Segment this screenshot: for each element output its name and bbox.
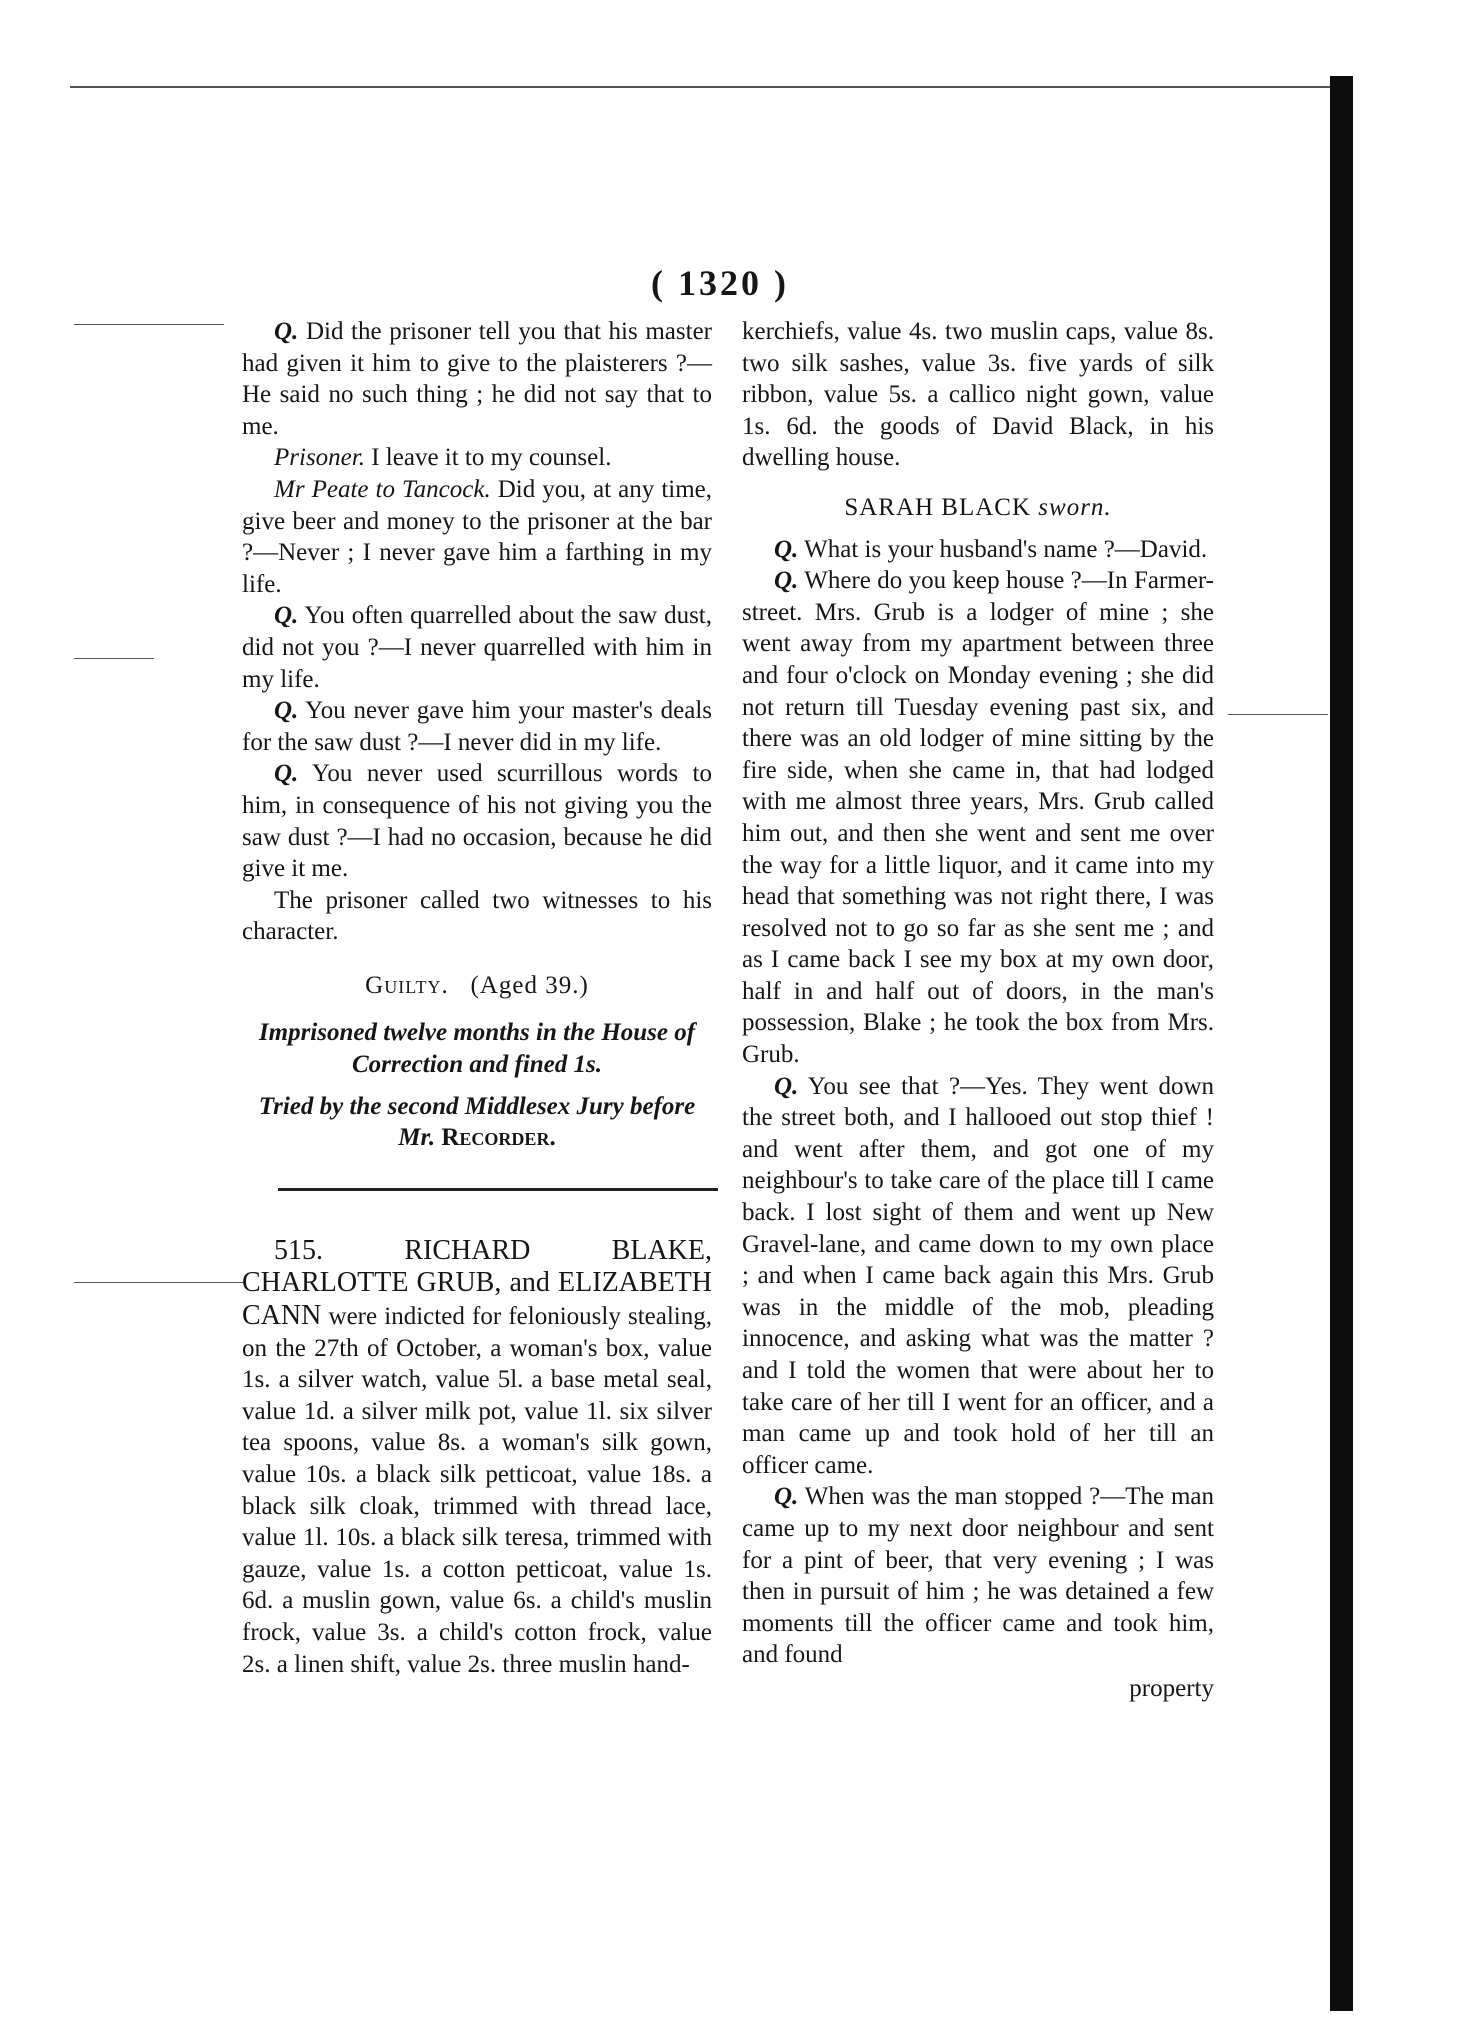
paragraph-text: You never gave him your master's deals for the saw dust ?—I never did in my life. xyxy=(242,697,712,756)
paragraph-question xyxy=(742,565,1214,1071)
question-marker: Q. xyxy=(774,1072,799,1100)
verdict: Guilty. xyxy=(365,971,449,999)
scan-line-left-3 xyxy=(74,1282,244,1283)
scan-line-top xyxy=(70,86,1330,88)
paragraph-question xyxy=(742,1481,1214,1671)
scan-line-left-2 xyxy=(74,658,154,659)
paragraph-question xyxy=(742,1071,1214,1482)
prisoner-age: (Aged 39.) xyxy=(470,971,589,999)
scan-line-right-1 xyxy=(1228,714,1328,715)
trial-line-2-name: Recorder. xyxy=(441,1124,556,1152)
paragraph-witnesses: The prisoner called two witnesses to his character. xyxy=(242,886,712,946)
paragraph-text: You often quarrelled about the saw dust, did not you ?—I never quarrelled with him in my life. xyxy=(242,602,712,693)
paragraph-text: When was the man stopped ?—The man came up to my next door neighbour and sent for a pint of beer, that very evening ; I was then in pursuit of him ; he was detained a few moments till the officer came and took him, and found xyxy=(742,1483,1214,1669)
question-marker: Q. xyxy=(274,602,299,630)
paragraph-text: Did you, at any time, give beer and money to the prisoner at the bar ?—Never ; I never gave him a farthing in my life. xyxy=(242,475,713,598)
right-column xyxy=(742,316,1214,1705)
question-marker: Q. xyxy=(274,760,299,788)
paragraph-text: What is your husband's name ?—David. xyxy=(804,535,1208,563)
case-paragraph xyxy=(242,1235,712,1680)
paragraph-text: You never used scurrillous words to him, in consequence of his not giving you the saw dust ?—I had no occasion, because he did give it me. xyxy=(242,760,712,883)
trial-line-2-title: Mr. xyxy=(398,1124,436,1152)
paragraph-prisoner xyxy=(242,442,712,474)
paragraph-peate xyxy=(242,474,712,600)
paragraph-question xyxy=(242,758,712,884)
verdict-line xyxy=(242,970,712,1002)
catchword: property xyxy=(1129,1674,1214,1702)
witness-name: SARAH BLACK xyxy=(844,493,1032,521)
paragraph-text: Where do you keep house ?—In Farmer-street. Mrs. Grub is a lodger of mine ; she went away from my apartment between three and four o'clock on Monday evening ; she did not return till Tuesday evening past six, and there was an old lodger of mine sitting by the fire side, when she came in, that had lodged with me almost three years, Mrs. Grub called him out, and then she went and sent me over the way for a little liquor, and it came into my head that something was not right there, I was resolved not to go so far as she sent me ; and as I came back I see my box at my own door, half in and half out of doors, in the man's possession, Blake ; he took the box from Mrs. Grub. xyxy=(742,567,1214,1069)
speaker-label: Prisoner. xyxy=(274,444,365,472)
question-marker: Q. xyxy=(774,535,799,563)
case-heading: 515. RICHARD BLAKE, CHARLOTTE GRUB, and ELIZABETH CANN xyxy=(242,1234,712,1332)
sentence: Imprisoned twelve months in the House of Correction and fined 1s. xyxy=(258,1019,696,1079)
left-column xyxy=(242,316,712,1680)
scan-line-mid-left xyxy=(74,324,224,325)
question-marker: Q. xyxy=(274,697,299,725)
paragraph-question xyxy=(742,534,1214,566)
witness-sworn: sworn. xyxy=(1038,493,1112,521)
paragraph-text: You see that ?—Yes. They went down the street both, and I hallooed out stop thief ! and went after them, and got one of my neighbour's to take care of the place till I came back. I lost sight of them and went up New Gravel-lane, and came down to my own place ; and when I came back again this Mrs. Grub was in the middle of the mob, pleading innocence, and asking what was the matter ? and I told the women that were about her to take care of her till I went for an officer, and a man came up and took hold of her till an officer came. xyxy=(742,1072,1214,1479)
paragraph-question xyxy=(242,695,712,758)
question-marker: Q. xyxy=(774,567,799,595)
page-header: ( 1320 ) xyxy=(651,263,789,303)
section-divider xyxy=(278,1188,718,1191)
page-edge-bar xyxy=(1330,76,1353,2011)
speaker-label: Mr Peate to Tancock. xyxy=(274,475,491,503)
paragraph-text: I leave it to my counsel. xyxy=(371,444,612,472)
witness-heading xyxy=(742,492,1214,524)
question-marker: Q. xyxy=(774,1483,799,1511)
trial-jury-line xyxy=(242,1091,712,1154)
case-indictment: were indicted for feloniously stealing, on the 27th of October, a woman's box, value 1s. a silver watch, value 5l. a base metal seal, value 1d. a silver milk pot, value 1l. six silver tea spoons, value 8s. a woman's silk gown, value 10s. a black silk petticoat, value 18s. a black silk cloak, trimmed with thread lace, value 1l. 10s. a black silk teresa, trimmed with gauze, value 1s. a cotton petticoat, value 1s. 6d. a muslin gown, value 6s. a child's muslin frock, value 3s. a child's cotton frock, value 2s. a linen shift, value 2s. three muslin hand- xyxy=(242,1303,713,1678)
paragraph-indictment-continued: kerchiefs, value 4s. two muslin caps, value 8s. two silk sashes, value 3s. five yards of silk ribbon, value 5s. a callico night gown, value 1s. 6d. the goods of David Black, in his dwelling house. xyxy=(742,318,1214,472)
paragraph-text: Did the prisoner tell you that his master had given it him to give to the plaisterers ?—He said no such thing ; he did not say that to me. xyxy=(242,318,712,440)
question-marker: Q. xyxy=(274,318,299,345)
trial-line-1: Tried by the second Middlesex Jury before xyxy=(258,1092,696,1120)
paragraph-question xyxy=(242,600,712,695)
paragraph-question xyxy=(242,316,712,442)
